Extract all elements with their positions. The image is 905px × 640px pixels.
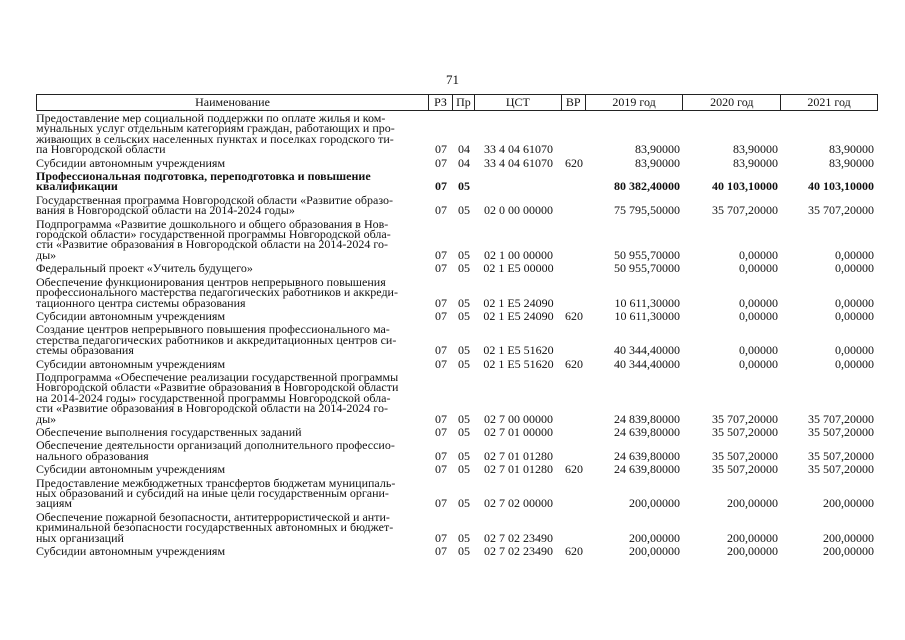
row-name [36,171,429,192]
row-2020: 83,90000 [733,142,778,157]
row-pr: 05 [458,179,470,194]
table-row [36,475,878,511]
row-2019: 200,00000 [629,544,680,559]
row-2019: 200,00000 [629,496,680,511]
row-vr: 620 [565,462,583,477]
row-name [36,369,429,426]
row-2020: 40 103,10000 [712,179,778,194]
row-2021: 83,90000 [829,155,874,170]
row-cst: 33 4 04 61070 [484,142,553,157]
row-rz: 07 [435,247,447,262]
row-name-line: стерства педагогических работников и аккредитационных центров си- [36,332,397,347]
row-name-line: Обеспечение деятельности организаций дополнительного профессио- [36,438,395,453]
row-2020: 0,00000 [739,247,778,262]
row-name-line: Новгородской области «Развитие образования в Новгородской области [36,380,399,395]
row-cst: 02 7 01 01280 [484,448,553,463]
row-name-line: сти «Развитие образования в Новгородской области на 2014-2024 го- [36,237,388,252]
row-2021: 0,00000 [835,247,874,262]
row-vr: 620 [565,308,583,323]
table-row [36,308,878,323]
row-name [36,356,429,371]
row-2019: 83,90000 [635,142,680,157]
row-2021: 40 103,10000 [808,179,874,194]
header-name: Наименование [37,95,429,110]
table-row [36,356,878,371]
row-cst: 33 4 04 61070 [484,155,553,170]
row-2020: 0,00000 [739,308,778,323]
row-pr: 05 [458,411,470,426]
row-name-line: Субсидии автономным учреждениям [36,308,226,323]
row-pr: 04 [458,155,470,170]
row-rz: 07 [435,142,447,157]
row-name-line: вания в Новгородской области на 2014-2024 годы» [36,203,295,218]
row-2020: 0,00000 [739,261,778,276]
row-2019: 83,90000 [635,155,680,170]
table-row [36,322,878,358]
table-row [36,261,878,276]
table-row [36,216,878,262]
row-pr: 05 [458,496,470,511]
row-name [36,544,429,559]
row-name [36,462,429,477]
row-2021: 0,00000 [835,261,874,276]
row-rz: 07 [435,203,447,218]
row-2020: 35 707,20000 [712,411,778,426]
row-name [36,216,429,262]
header-pr: Пр [453,95,475,110]
table-row [36,171,878,192]
table-row [36,274,878,310]
row-name-line: Федеральный проект «Учитель будущего» [36,261,253,276]
row-cst: 02 1 E5 51620 [483,343,554,358]
row-name [36,424,429,439]
row-name-line: Государственная программа Новгородской области «Развитие образо- [36,192,394,207]
row-cst: 02 1 E5 24090 [483,295,554,310]
row-rz: 07 [435,261,447,276]
row-2021: 35 707,20000 [808,203,874,218]
row-2019: 40 344,40000 [614,343,680,358]
row-rz: 07 [435,544,447,559]
row-name-line: городской области» государственной программы Новгородской обла- [36,227,391,242]
row-2021: 35 507,20000 [808,448,874,463]
row-2021: 0,00000 [835,343,874,358]
row-name-line: сти «Развитие образования в Новгородской области на 2014-2024 го- [36,401,388,416]
header-2021: 2021 год [807,95,851,109]
row-2019: 24 639,80000 [614,424,680,439]
row-cst: 02 1 E5 24090 [483,308,554,323]
row-vr: 620 [565,356,583,371]
row-name [36,509,429,545]
row-2019: 50 955,70000 [614,261,680,276]
row-pr: 05 [458,448,470,463]
row-pr: 05 [458,261,470,276]
row-name-line: Обеспечение пожарной безопасности, антитеррористической и анти- [36,509,390,524]
row-rz: 07 [435,295,447,310]
row-rz: 07 [435,308,447,323]
row-2020: 83,90000 [733,155,778,170]
row-name-line: ды» [36,247,57,262]
row-name [36,308,429,323]
row-name-line: стемы образования [36,343,134,358]
row-name-line: квалификации [36,179,118,194]
row-2021: 35 507,20000 [808,424,874,439]
row-2019: 10 611,30000 [614,295,680,310]
row-2021: 0,00000 [835,356,874,371]
row-name-line: Субсидии автономным учреждениям [36,462,226,477]
header-cst: ЦСТ [475,95,562,110]
row-name-line: Подпрограмма «Развитие дошкольного и общего образования в Нов- [36,216,389,231]
row-name-line: криминальной безопасности государственных автономных и бюджет- [36,520,394,535]
row-pr: 05 [458,343,470,358]
row-pr: 04 [458,142,470,157]
row-name-line: Обеспечение выполнения государственных заданий [36,424,302,439]
row-name-line: Подпрограмма «Обеспечение реализации государственной программы [36,369,399,384]
row-name [36,155,429,170]
row-rz: 07 [435,411,447,426]
row-cst: 02 7 02 23490 [484,544,553,559]
table-row [36,509,878,545]
row-name-line: зациям [36,496,73,511]
row-2020: 200,00000 [727,530,778,545]
row-2021: 0,00000 [835,295,874,310]
row-pr: 05 [458,247,470,262]
row-2019: 24 639,80000 [614,462,680,477]
row-pr: 05 [458,356,470,371]
row-rz: 07 [435,496,447,511]
row-2020: 200,00000 [727,496,778,511]
header-2020: 2020 год [683,95,781,110]
row-2021: 35 507,20000 [808,462,874,477]
row-2020: 0,00000 [739,295,778,310]
table-row [36,192,878,218]
row-name-line: профессионального мастерства педагогических работников и аккреди- [36,285,398,300]
header-rz: РЗ [429,95,453,110]
row-name-line: Субсидии автономным учреждениям [36,544,226,559]
row-rz: 07 [435,424,447,439]
row-2021: 0,00000 [835,308,874,323]
row-2020: 35 507,20000 [712,424,778,439]
row-cst: 02 7 02 00000 [484,496,553,511]
row-rz: 07 [435,530,447,545]
row-2020: 35 507,20000 [712,462,778,477]
row-name-line: Субсидии автономным учреждениям [36,155,226,170]
row-name-line: Субсидии автономным учреждениям [36,356,226,371]
table-header [36,94,878,111]
row-cst: 02 7 01 00000 [484,424,553,439]
row-cst: 02 0 00 00000 [484,203,553,218]
row-pr: 05 [458,544,470,559]
row-cst: 02 7 00 00000 [484,411,553,426]
row-cst: 02 7 01 01280 [484,462,553,477]
row-2019: 24 839,80000 [614,411,680,426]
row-2020: 0,00000 [739,343,778,358]
row-2020: 0,00000 [739,356,778,371]
row-name-line: Предоставление мер социальной поддержки по оплате жилья и ком- [36,111,386,125]
row-2021: 83,90000 [829,142,874,157]
row-name-line: Предоставление межбюджетных трансфертов бюджетам муниципаль- [36,475,396,490]
row-name [36,440,429,461]
row-name [36,192,429,218]
row-rz: 07 [435,179,447,194]
row-2019: 24 639,80000 [614,448,680,463]
row-2021: 200,00000 [823,496,874,511]
row-2020: 35 707,20000 [712,203,778,218]
row-2021: 200,00000 [823,544,874,559]
row-2019: 200,00000 [629,530,680,545]
row-name-line: мунальных услуг отдельным категориям граждан, работающих и про- [36,121,395,136]
row-2019: 80 382,40000 [614,179,680,194]
row-2021: 35 707,20000 [808,411,874,426]
table-body [36,113,878,559]
row-pr: 05 [458,530,470,545]
row-name-line: ных образований и субсидий на иные цели государственным органи- [36,486,389,500]
row-2021: 200,00000 [823,530,874,545]
row-rz: 07 [435,343,447,358]
row-name-line: живающих в сельских населенных пунктах и поселках городского ти- [36,131,394,146]
row-name-line: па Новгородской области [36,142,166,157]
row-vr: 620 [565,544,583,559]
table-row [36,544,878,559]
table-row [36,113,878,155]
row-pr: 05 [458,203,470,218]
table-row [36,155,878,170]
row-name-line: Создание центров непрерывного повышения профессионального ма- [36,322,390,337]
row-cst: 02 1 00 00000 [484,247,553,262]
header-vr: ВР [562,95,586,110]
row-2020: 200,00000 [727,544,778,559]
row-rz: 07 [435,356,447,371]
row-name-line: тационного центра системы образования [36,295,246,310]
row-2020: 35 507,20000 [712,448,778,463]
row-cst: 02 1 E5 51620 [483,356,554,371]
row-2019: 75 795,50000 [614,203,680,218]
row-pr: 05 [458,424,470,439]
row-name-line: нального образования [36,448,149,463]
row-2019: 50 955,70000 [614,247,680,262]
page-number: 71 [446,72,459,87]
row-vr: 620 [565,155,583,170]
row-name [36,274,429,310]
header-2019: 2019 год [586,95,684,110]
row-name-line: Профессиональная подготовка, переподготовка и повышение [36,169,371,184]
row-2019: 10 611,30000 [614,308,680,323]
row-name [36,475,429,511]
row-name [36,322,429,358]
row-rz: 07 [435,155,447,170]
row-name-line: Обеспечение функционирования центров непрерывного повышения [36,274,386,289]
row-pr: 05 [458,295,470,310]
row-rz: 07 [435,462,447,477]
row-cst: 02 1 E5 00000 [483,261,554,276]
row-name-line: ды» [36,411,57,426]
table-row [36,462,878,477]
row-name-line: на 2014-2024 годы» государственной программы Новгородской обла- [36,390,391,405]
table-row [36,424,878,439]
table-row [36,440,878,461]
row-rz: 07 [435,448,447,463]
row-cst: 02 7 02 23490 [484,530,553,545]
row-name [36,261,429,276]
row-pr: 05 [458,462,470,477]
row-2019: 40 344,40000 [614,356,680,371]
row-name [36,113,429,155]
row-pr: 05 [458,308,470,323]
row-name-line: ных организаций [36,530,124,545]
table-row [36,369,878,426]
